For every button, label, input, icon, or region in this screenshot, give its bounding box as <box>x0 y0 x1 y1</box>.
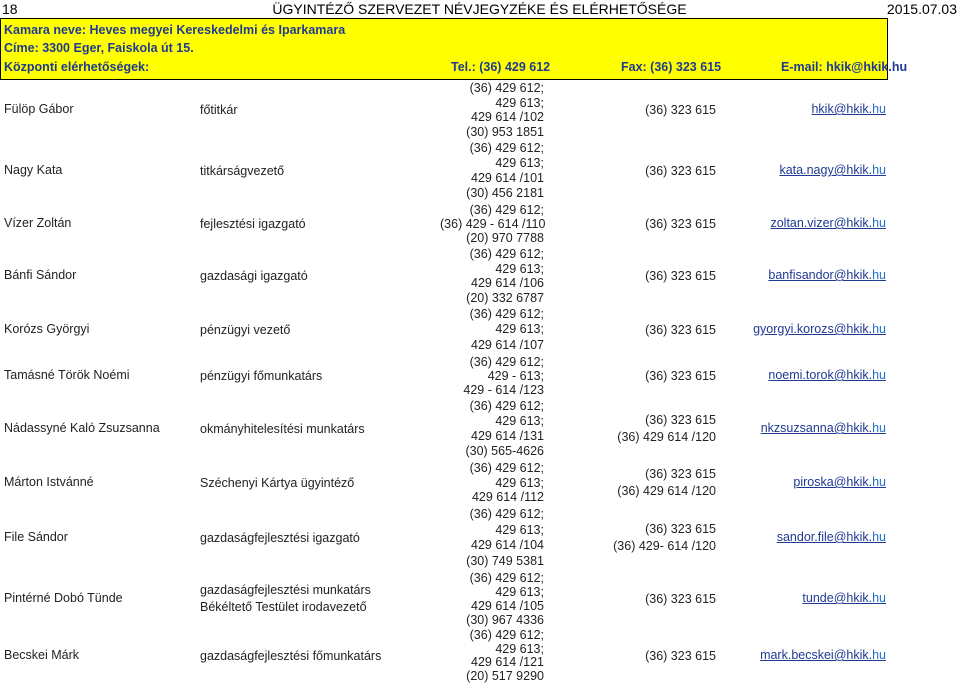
email-user: hkik@hkik. <box>811 102 873 116</box>
phone-line: (20) 332 6787 <box>466 290 544 305</box>
contact-phone <box>440 399 544 459</box>
phone-line: 429 614 /112 <box>471 490 544 505</box>
contact-position <box>200 216 306 233</box>
email-user: piroska@hkik. <box>793 475 873 489</box>
position-line: gazdaságfejlesztési munkatárs <box>200 583 371 597</box>
phone-line: 429 614 /106 <box>471 276 544 290</box>
phone-line: (36) 429 612; <box>469 571 544 585</box>
contact-row <box>0 398 959 460</box>
phone-line: (36) 429 612; <box>469 203 544 217</box>
contact-name: Nagy Kata <box>4 163 63 177</box>
contact-name: Márton Istvánné <box>4 475 94 489</box>
position-line: Békéltető Testület irodavezető <box>200 600 367 614</box>
email-user: sandor.file@hkik. <box>776 530 873 544</box>
email-user: zoltan.vizer@hkik. <box>770 216 873 230</box>
chamber-name: Kamara neve: Heves megyei Kereskedelmi és Iparkamara <box>4 23 346 37</box>
phone-line: 429 614 /131 <box>471 429 544 443</box>
central-tel: Tel.: (36) 429 612 <box>451 60 551 74</box>
phone-line: (36) 429 612; <box>469 628 544 642</box>
document-date: 2015.07.03 <box>886 1 957 17</box>
fax-line: (36) 323 615 <box>645 216 716 231</box>
phone-line: 429 614 /101 <box>471 171 544 185</box>
phone-line: (36) 429 612; <box>469 141 544 155</box>
phone-line: (30) 967 4336 <box>466 613 544 627</box>
phone-line: (36) 429 612; <box>469 247 544 261</box>
contact-fax <box>596 322 716 339</box>
contact-row <box>0 140 959 202</box>
fax-line: (36) 323 615 <box>645 368 716 383</box>
email-user: nkzsuzsanna@hkik. <box>760 421 873 435</box>
fax-line: (36) 323 615 <box>645 163 716 178</box>
email-domain: hu <box>872 591 886 605</box>
contact-row <box>0 460 959 506</box>
contact-row <box>0 246 959 306</box>
contact-name: Nádassyné Kaló Zsuzsanna <box>4 421 160 435</box>
email-user: kata.nagy@hkik. <box>779 163 873 177</box>
fax-line: (36) 429- 614 /120 <box>613 539 716 553</box>
phone-line: (20) 970 7788 <box>466 231 544 245</box>
contact-name: Tamásné Török Noémi <box>4 368 130 382</box>
phone-line: (36) 429 612; <box>469 507 544 521</box>
contact-fax <box>596 268 716 285</box>
contact-email-link[interactable] <box>761 421 886 435</box>
email-domain: hu <box>872 268 886 282</box>
phone-line: (36) 429 - 614 /110 <box>440 217 546 231</box>
phone-line: 429 614 /104 <box>471 538 544 552</box>
phone-line: 429 614 /102 <box>471 110 544 124</box>
contact-fax <box>596 163 716 180</box>
contact-row <box>0 628 959 684</box>
contact-position <box>200 648 381 665</box>
contact-fax <box>596 466 716 500</box>
fax-line: (36) 323 615 <box>645 322 716 337</box>
fax-line: (36) 323 615 <box>645 522 716 536</box>
contact-position <box>200 163 284 180</box>
fax-line: (36) 323 615 <box>645 591 716 606</box>
contact-email-link[interactable] <box>777 530 886 544</box>
contact-name: Vízer Zoltán <box>4 216 72 230</box>
fax-line: (36) 429 614 /120 <box>617 430 716 444</box>
contact-fax <box>596 102 716 119</box>
contact-name: Fülöp Gábor <box>4 102 74 116</box>
phone-line: (36) 429 612; <box>469 355 544 369</box>
contact-name: Pintérné Dobó Tünde <box>4 591 123 605</box>
phone-line: (30) 565-4626 <box>465 444 544 458</box>
phone-line: 429 - 614 /123 <box>463 383 544 397</box>
position-line: okmányhitelesítési munkatárs <box>200 421 365 436</box>
position-line: fejlesztési igazgató <box>200 216 306 231</box>
contact-phone <box>440 81 544 139</box>
contact-row <box>0 306 959 354</box>
phone-line: 429 613; <box>495 414 544 428</box>
phone-line: (36) 429 612; <box>469 461 544 475</box>
contact-position <box>200 582 371 616</box>
contact-email-link[interactable] <box>793 475 886 489</box>
fax-line: (36) 323 615 <box>645 413 716 427</box>
fax-line: (36) 323 615 <box>645 268 716 283</box>
email-domain: hu <box>872 530 886 544</box>
central-fax: Fax: (36) 323 615 <box>621 60 722 74</box>
contact-row <box>0 570 959 628</box>
contact-position <box>200 322 290 339</box>
contact-position <box>200 102 238 119</box>
position-line: főtitkár <box>200 102 238 117</box>
phone-line: (20) 517 9290 <box>466 668 544 683</box>
phone-line: 429 614 /107 <box>471 337 544 352</box>
position-line: pénzügyi vezető <box>200 322 291 337</box>
contact-name: Bánfi Sándor <box>4 268 77 282</box>
page-number: 18 <box>2 1 18 17</box>
phone-line: (36) 429 612; <box>469 81 544 95</box>
email-user: gyorgyi.korozs@hkik. <box>753 322 873 336</box>
phone-line: 429 613; <box>495 475 544 490</box>
fax-line: (36) 323 615 <box>645 102 716 117</box>
chamber-address: Címe: 3300 Eger, Faiskola út 15. <box>4 41 194 55</box>
phone-line: 429 613; <box>495 641 544 656</box>
contact-row <box>0 354 959 398</box>
contact-position <box>200 530 360 547</box>
contact-email-link[interactable] <box>760 648 886 662</box>
phone-line: (36) 429 612; <box>469 307 544 321</box>
email-domain: hu <box>872 368 886 382</box>
contact-name: Korózs Györgyi <box>4 322 90 336</box>
position-line: gazdaságfejlesztési főmunkatárs <box>200 648 382 663</box>
contact-position <box>200 475 354 492</box>
contact-row <box>0 506 959 570</box>
email-domain: hu <box>872 102 886 116</box>
phone-line: 429 613; <box>495 322 544 337</box>
position-line: titkárságvezető <box>200 163 285 178</box>
fax-line: (36) 323 615 <box>645 648 716 663</box>
contact-list <box>0 80 959 684</box>
contact-phone <box>440 247 544 305</box>
contact-fax <box>596 412 716 446</box>
phone-line: (30) 456 2181 <box>466 186 544 200</box>
contact-phone <box>440 307 544 353</box>
central-contacts <box>4 59 908 75</box>
fax-line: (36) 429 614 /120 <box>617 484 716 498</box>
central-contacts-label: Központi elérhetőségek: <box>4 60 150 74</box>
contact-fax <box>596 521 716 555</box>
position-line: pénzügyi főmunkatárs <box>200 368 323 383</box>
email-domain: hu <box>872 163 886 177</box>
email-user: noemi.torok@hkik. <box>768 368 873 382</box>
contact-phone <box>440 141 544 201</box>
position-line: gazdasági igazgató <box>200 268 308 283</box>
contact-email-link[interactable] <box>770 216 886 230</box>
position-line: gazdaságfejlesztési igazgató <box>200 530 360 545</box>
contact-phone <box>440 355 544 397</box>
contact-phone <box>440 203 544 245</box>
contact-phone <box>440 571 544 627</box>
email-domain: hu <box>872 216 886 230</box>
phone-line: 429 613; <box>495 522 544 537</box>
email-user: mark.becskei@hkik. <box>760 648 873 662</box>
email-domain: hu <box>872 648 886 662</box>
phone-line: 429 613; <box>495 95 544 110</box>
contact-fax <box>596 216 716 233</box>
phone-line: 429 614 /105 <box>471 599 544 613</box>
email-domain: hu <box>872 421 886 435</box>
contact-email-link[interactable] <box>768 368 886 382</box>
phone-line: 429 613; <box>495 156 544 170</box>
email-user: tunde@hkik. <box>802 591 873 605</box>
position-line: Széchenyi Kártya ügyintéző <box>200 475 355 490</box>
contact-position <box>200 368 322 385</box>
contact-position <box>200 268 308 285</box>
contact-email-link[interactable] <box>753 322 886 336</box>
contact-email-link[interactable] <box>779 163 886 177</box>
phone-line: (30) 953 1851 <box>466 124 544 139</box>
contact-position <box>200 421 365 438</box>
contact-email-link[interactable] <box>802 591 886 605</box>
email-domain: hu <box>872 322 886 336</box>
phone-line: (36) 429 612; <box>469 399 544 413</box>
central-email: E-mail: hkik@hkik.hu <box>781 60 908 74</box>
contact-name: File Sándor <box>4 530 68 544</box>
contact-row <box>0 80 959 140</box>
email-user: banfisandor@hkik. <box>768 268 873 282</box>
contact-email-link[interactable] <box>811 102 886 116</box>
contact-phone <box>440 507 544 569</box>
contact-row <box>0 202 959 246</box>
contact-fax <box>596 591 716 608</box>
phone-line: 429 614 /121 <box>471 655 544 669</box>
page-header <box>0 0 959 18</box>
fax-line: (36) 323 615 <box>645 467 716 481</box>
document-title: ÜGYINTÉZŐ SZERVEZET NÉVJEGYZÉKE ÉS ELÉRHETŐSÉGE <box>272 1 687 17</box>
phone-line: 429 - 613; <box>487 369 544 383</box>
chamber-info-box <box>0 18 908 80</box>
phone-line: 429 613; <box>495 261 544 276</box>
contact-email-link[interactable] <box>768 268 886 282</box>
email-domain: hu <box>872 475 886 489</box>
phone-line: (30) 749 5381 <box>466 553 544 568</box>
contact-name: Becskei Márk <box>4 648 80 662</box>
contact-fax <box>596 368 716 385</box>
contact-phone <box>440 629 544 683</box>
phone-line: 429 613; <box>495 585 544 599</box>
contact-fax <box>596 648 716 665</box>
contact-phone <box>440 461 544 505</box>
